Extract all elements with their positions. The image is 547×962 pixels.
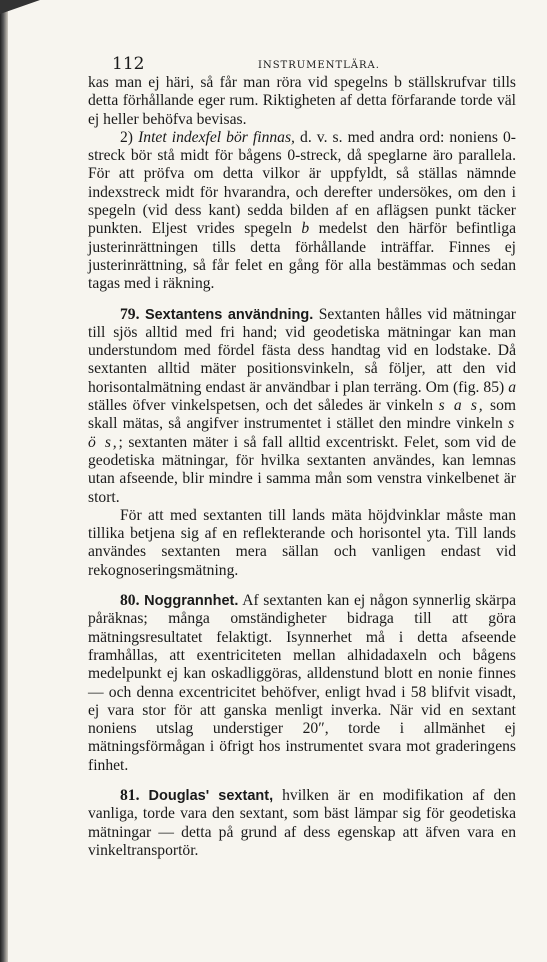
scan-corner [0, 0, 40, 14]
running-head: INSTRUMENTLÄRA. [258, 60, 380, 71]
section-number: 80. [120, 592, 140, 610]
scan-edge [0, 0, 8, 962]
page-header [88, 52, 516, 74]
section-title: Sextantens användning. [144, 306, 314, 323]
section-80: 80. Noggrannhet. Af sextanten kan ej någon synnerlig skärpa påräknas; många omständigheter bidraga till att göra mätningsresultatet felaktigt. Isynnerhet må i detta afseende framhållas, att exentriciteten mellan alhidadaxeln och bågens medelpunkt ej kan oskadliggöras, alldenstund blott en nonie finnes — och denna excentricitet behöfver, enligt hvad i 58 blifvit visadt, ej vara stor för att ganska menligt inverka. När vid en sextant noniens utslag understiger 20″, torde i allmänhet ej mätningsförmågan i öfrigt hos instrumentet svara mot graderingens finhet. [88, 592, 517, 774]
book-page [88, 52, 516, 860]
item-heading: Intet indexfel bör finnas, [138, 128, 295, 146]
page-number: 112 [112, 54, 145, 74]
item-number: 2) [120, 128, 133, 146]
section-title: Douglas' sextant, [148, 787, 274, 804]
section-81: 81. Douglas' sextant, hvilken är en modifikation af den vanliga, torde vara den sextant, som bäst lämpar sig för geodetiska mätningar — detta på grund af dess egenskap att äfven vara en vinkeltransportör. [88, 786, 516, 859]
paragraph-continued: kas man ej häri, så får man röra vid spegelns b ställskrufvar tills detta förhållande eger rum. Riktigheten af detta förfarande torde väl ej heller behöfva bevisas. [88, 74, 516, 128]
section-title: Noggrannhet. [144, 593, 239, 610]
section-number: 79. [120, 305, 140, 323]
section-79-paragraph-2: För att med sextanten till lands mäta höjdvinklar måste man tillika betjena sig af en reflekterande och horisontel yta. Till lands användes sextanten mera sällan och vanligen endast vid rekognoseringsmätning. [88, 506, 516, 579]
section-number: 81. [120, 786, 140, 804]
section-79: 79. Sextantens användning. Sextanten hålles vid mätningar till sjös alltid med fri hand; vid geodetiska mätningar kan man understundom med fördel fästa dess handtag vid en lodstake. Då sextanten alltid mäter positionsvinkeln, så följer, att den vid horisontalmätning endast är användbar i plan terräng. Om (fig. 85) a ställes öfver vinkelspetsen, och det således är vinkeln s a s, som skall mätas, så angifver instrumentet i stället den mindre vinkeln s ö s,; sextanten mäter i så fall alltid excentriskt. Felet, som vid de geodetiska mätningar, för hvilka sextanten användes, kan lemnas utan afseende, blir mindre i samma mån som venstra vinkelbenet är stort. [88, 305, 517, 506]
paragraph-index-error: 2) Intet indexfel bör finnas, d. v. s. med andra ord: noniens 0-streck bör stå midt för bågens 0-streck, då speglarne äro parallela. För att pröfva om detta vilkor är uppfyldt, så ställas nämnde indexstreck midt för hvarandra, och derefter undersökes, om den i spegeln (vid dess kant) sedda bilden af en aflägsen punkt täcker punkten. Eljest vrides spegeln b medelst den härför befintliga justerinrättningen tills detta förhållande inträffar. Finnes ej justerinrättning, så får felet en gång för alla bestämmas och sedan tagas med i räkning. [88, 128, 517, 293]
page-body [88, 74, 516, 860]
